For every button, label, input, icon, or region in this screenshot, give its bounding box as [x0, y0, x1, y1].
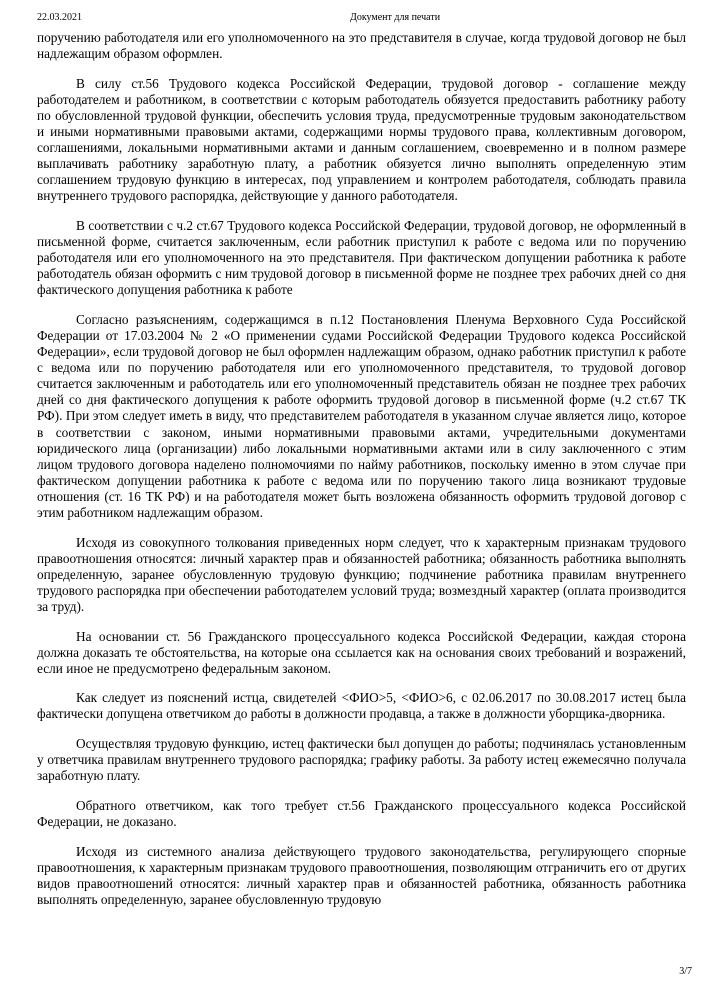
- paragraph-continuation: поручению работодателя или его уполномоченного на это представителя в случае, когда трудовой договор не был надлежащим образом оформлен.: [37, 30, 686, 62]
- paragraph: Осуществляя трудовую функцию, истец фактически был допущен до работы; подчинялась установленным у ответчика правилам внутреннего трудового распорядка; графику работы. За работу истец ежемесячно получала заработную плату.: [37, 736, 686, 784]
- page-number: 3/7: [679, 966, 692, 977]
- paragraph: Согласно разъяснениям, содержащимся в п.12 Постановления Пленума Верховного Суда Российской Федерации от 17.03.2004 № 2 «О применении судами Российской Федерации Трудового кодекса Российской Федерации», если трудовой договор не был оформлен надлежащим образом, однако работник приступил к работе с ведома или по поручению работодателя или его уполномоченного представителя, то трудовой договор считается заключенным и работодатель или его уполномоченный представитель обязан не позднее трех рабочих дней со дня фактического допущения к работе оформить трудовой договор в письменной форме (ч.2 ст.67 ТК РФ). При этом следует иметь в виду, что представителем работодателя в указанном случае является лицо, которое в соответствии с законом, иными нормативными правовыми актами, учредительными документами юридического лица (организации) либо локальными нормативными актами или в силу заключенного с этим лицом трудового договора наделено полномочиями по найму работников, поскольку именно в этом случае при фактическом допущении работника к работе с ведома или по поручению такого лица возникают трудовые отношения (ст. 16 ТК РФ) и на работодателя может быть возложена обязанность оформить трудовой договор с этим работником надлежащим образом.: [37, 311, 686, 521]
- paragraph: В силу ст.56 Трудового кодекса Российской Федерации, трудовой договор - соглашение между работодателем и работником, в соответствии с которым работодатель обязуется предоставить работнику работу по обусловленной трудовой функции, обеспечить условия труда, предусмотренные трудовым законодательством и иными нормативными правовыми актами, содержащими нормы трудового права, коллективным договором, соглашениями, локальными нормативными актами и данным соглашением, своевременно и в полном размере выплачивать работнику заработную плату, а работник обязуется лично выполнять определенную этим соглашением трудовую функцию в интересах, под управлением и контролем работодателя, соблюдать правила внутреннего трудового распорядка, действующие у данного работодателя.: [37, 75, 686, 204]
- paragraph: На основании ст. 56 Гражданского процессуального кодекса Российской Федерации, каждая сторона должна доказать те обстоятельства, на которые она ссылается как на основания своих требований и возражений, если иное не предусмотрено федеральным законом.: [37, 628, 686, 676]
- paragraph: Исходя из системного анализа действующего трудового законодательства, регулирующего спорные правоотношения, к характерным признакам трудового правоотношения, позволяющим отграничить его от других видов правоотношений относятся: личный характер прав и обязанностей работника, обязанность работника выполнять определенную, заранее обусловленную трудовую: [37, 843, 686, 907]
- print-header-title: Документ для печати: [350, 12, 441, 23]
- paragraph: В соответствии с ч.2 ст.67 Трудового кодекса Российской Федерации, трудовой договор, не оформленный в письменной форме, считается заключенным, если работник приступил к работе с ведома или по поручению работодателя или его уполномоченного на это представителя. При фактическом допущении работника к работе работодатель обязан оформить с ним трудовой договор в письменной форме не позднее трех рабочих дней со дня фактического допущения работника к работе: [37, 217, 686, 298]
- paragraph: Исходя из совокупного толкования приведенных норм следует, что к характерным признакам трудового правоотношения относятся: личный характер прав и обязанностей работника; обязанность работника выполнять определенную, заранее обусловленную трудовую функцию; подчинение работника правилам внутреннего трудового распорядка при обеспечении работодателем условий труда; возмездный характер (оплата производится за труд).: [37, 534, 686, 614]
- paragraph: Как следует из пояснений истца, свидетелей <ФИО>5, <ФИО>6, с 02.06.2017 по 30.08.2017 истец была фактически допущена ответчиком до работы в должности продавца, а также в должности уборщика-дворника.: [37, 690, 686, 722]
- document-body: [37, 30, 686, 908]
- paragraph: Обратного ответчиком, как того требует ст.56 Гражданского процессуального кодекса Российской Федерации, не доказано.: [37, 797, 686, 829]
- print-header-date: 22.03.2021: [37, 12, 82, 23]
